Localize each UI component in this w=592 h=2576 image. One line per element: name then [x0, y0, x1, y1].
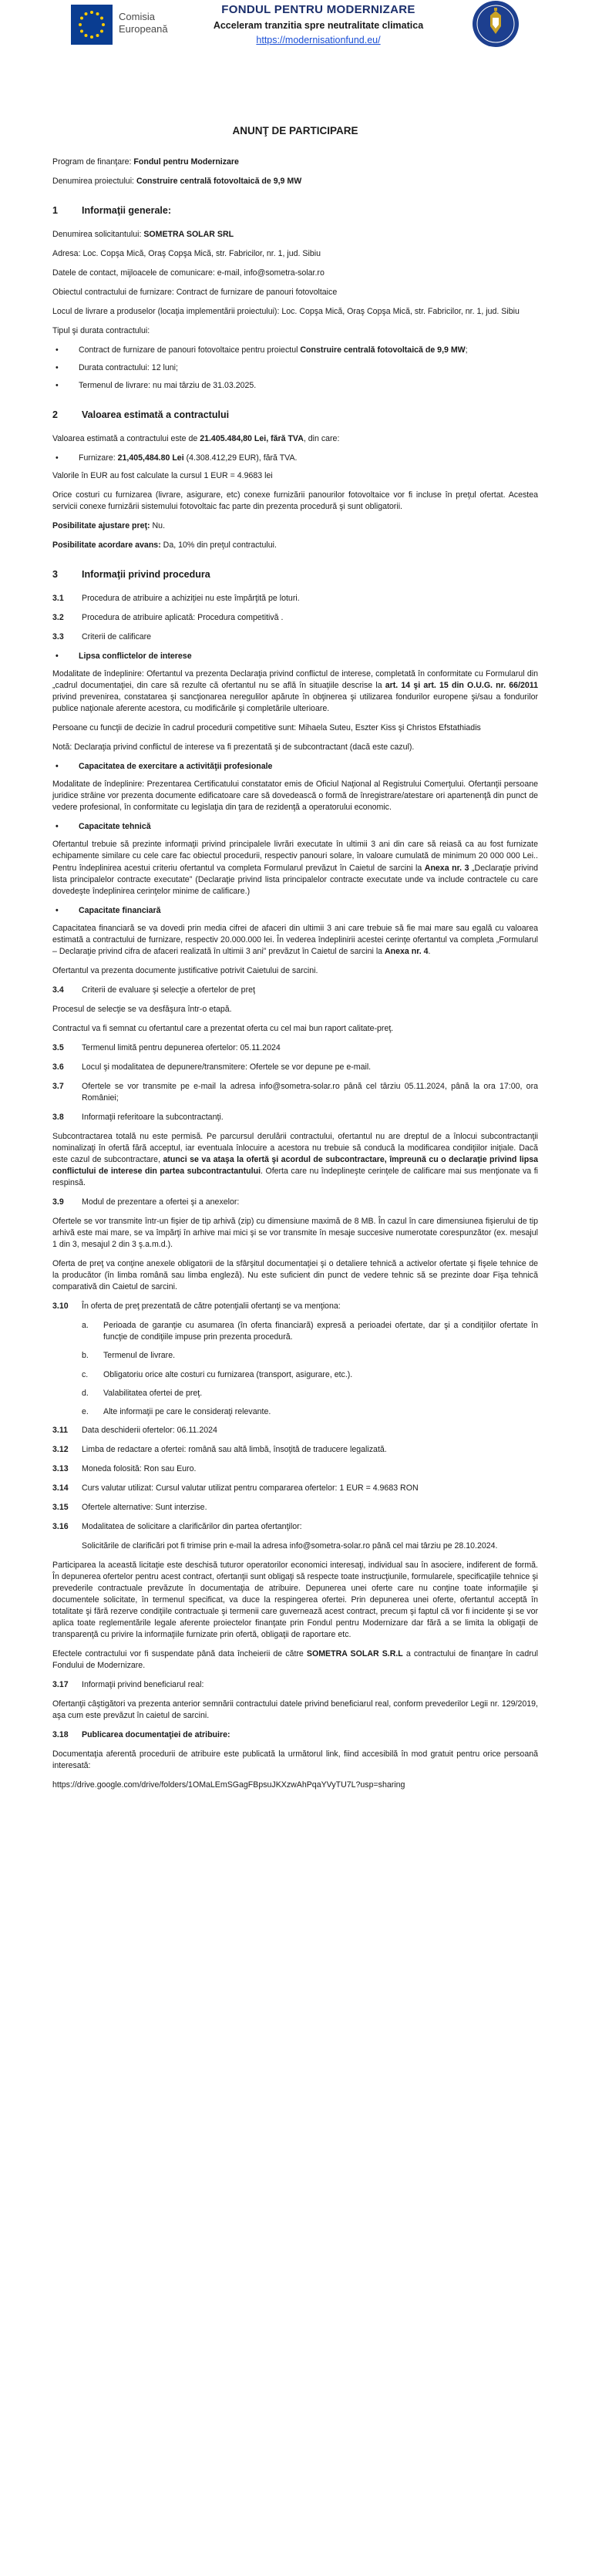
conflict-note: Notă: Declaraţia privind conflictul de interese va fi prezentată şi de subcontractant (dacă este cazul). — [52, 742, 415, 753]
suspension-paragraph — [52, 1648, 538, 1672]
solicitant-value: SOMETRA SOLAR SRL — [143, 229, 234, 239]
subsection-3-17 — [52, 1679, 538, 1691]
subsection-number: 3.8 — [52, 1112, 64, 1122]
project-label: Denumirea proiectului: — [52, 177, 136, 187]
bullet-icon: • — [56, 345, 59, 355]
heading-text: Capacitate financiară — [79, 905, 161, 915]
subsection-number: 3.6 — [52, 1062, 64, 1072]
text-run: Furnizare: — [79, 453, 118, 463]
bullet-icon: • — [56, 363, 59, 373]
list-item — [52, 362, 538, 374]
capacity-heading — [52, 761, 538, 773]
subsection-text: În oferta de preţ prezentată de către potenţialii ofertanţi se va menţiona: — [82, 1301, 341, 1312]
text-run: Nu. — [150, 521, 166, 531]
exchange-rate-line: Valorile în EUR au fost calculate la cursul 1 EUR = 4.9683 lei — [52, 471, 273, 481]
list-text: Alte informaţii pe care le consideraţi relevante. — [103, 1406, 271, 1416]
text-run: SOMETRA SOLAR S.R.L — [306, 1649, 403, 1659]
heading-text: Capacitate tehnică — [79, 822, 151, 832]
conflict-heading — [52, 651, 538, 662]
subsection-number: 3.5 — [52, 1042, 64, 1052]
subsection-3-7 — [52, 1081, 538, 1104]
price-adjust-line — [52, 520, 538, 532]
subsection-text: Termenul limită pentru depunerea ofertelor: 05.11.2024 — [82, 1042, 281, 1052]
fund-website-link[interactable]: https://modernisationfund.eu/ — [256, 35, 381, 46]
list-marker: d. — [82, 1388, 89, 1398]
subsection-text: Locul şi modalitatea de depunere/transmitere: Ofertele se vor depune pe e-mail. — [82, 1062, 372, 1072]
text-run: (4.308.412,29 EUR), fără TVA. — [183, 453, 298, 463]
subsection-text: Data deschiderii ofertelor: 06.11.2024 — [82, 1425, 217, 1435]
subsection-3-13 — [52, 1463, 538, 1475]
subsection-number: 3.7 — [52, 1081, 64, 1091]
supply-value: 21,405,484.80 Lei — [117, 453, 184, 463]
subsection-number: 3.12 — [52, 1444, 69, 1454]
subsection-3-12 — [52, 1444, 538, 1456]
text-run: Efectele contractului vor fi suspendate până data încheierii de către — [52, 1649, 307, 1659]
subsection-number: 3.11 — [52, 1425, 69, 1435]
subsection-number: 3.16 — [52, 1521, 69, 1531]
bullet-icon: • — [56, 905, 59, 915]
subsection-3-5 — [52, 1042, 538, 1054]
offer-archive-paragraph: Ofertele se vor transmite într-un fişier de tip arhivă (zip) cu dimensiune maximă de 8 MB. În cazul în care dimensiunea fişierului de tip arhivă este mai mare, se va împărţi în arhive mai mici şi se vor transmite în mesaje succesive numerotate corespunzător (ex. mesajul 1 din 3, mesajul 2 din 3 ş.a.m.d.). — [52, 1217, 538, 1250]
section-1-heading — [52, 204, 538, 218]
section-title: Informaţii privind procedura — [82, 569, 210, 581]
subsection-text: Criterii de evaluare şi selecţie a ofertelor de preţ — [82, 985, 255, 995]
section-2-heading — [52, 409, 538, 423]
solicitant-line — [52, 229, 538, 241]
subsection-3-8 — [52, 1112, 538, 1123]
address-line: Adresa: Loc. Copşa Mică, Oraş Copşa Mică, str. Fabricilor, nr. 1, jud. Sibiu — [52, 249, 321, 258]
selection-paragraph: Procesul de selecţie se va desfăşura într-o etapă. — [52, 1004, 232, 1014]
documentation-link[interactable]: https://drive.google.com/drive/folders/1OMaLEmSGagFBpsuJKXzwAhPqaYVyTU7L?usp=sharing — [52, 1780, 405, 1790]
costs-paragraph: Orice costuri cu furnizarea (livrare, asigurare, etc) conexe furnizării panourilor fotovoltaice vor fi incluse în preţul ofertat. Acestea servicii conexe furnizării sistemului fotovoltaic fac parte din prezenta procedură şi sunt obligatorii. — [52, 490, 538, 512]
contract-signing-paragraph: Contractul va fi semnat cu ofertantul care a prezentat oferta cu cel mai bun raport calitate-preţ. — [52, 1023, 394, 1033]
section-number: 2 — [52, 409, 58, 421]
text-run: , din care: — [303, 434, 340, 443]
subsection-3-10 — [52, 1301, 538, 1312]
text-run: Da, 10% din preţul contractului. — [160, 540, 277, 551]
financial-heading — [52, 905, 538, 917]
subsection-3-9 — [52, 1197, 538, 1208]
subcontracting-paragraph — [52, 1131, 538, 1189]
conflict-paragraph — [52, 668, 538, 715]
list-item — [52, 453, 538, 464]
list-item — [52, 1406, 538, 1418]
bullet-icon: • — [56, 762, 59, 772]
subsection-text: Limba de redactare a ofertei: română sau altă limbă, însoţită de traducere legalizată. — [82, 1444, 387, 1454]
subsection-text: Informaţii referitoare la subcontractanţi. — [82, 1112, 224, 1122]
subsection-text: Modalitatea de solicitare a clarificărilor din partea ofertanţilor: — [82, 1521, 302, 1531]
document-title: ANUNŢ DE PARTICIPARE — [232, 125, 358, 136]
bullet-tail: ; — [465, 345, 468, 355]
section-title: Valoarea estimată a contractului — [82, 409, 230, 421]
header-center — [191, 2, 446, 48]
contract-type-line: Tipul şi durata contractului: — [52, 326, 150, 336]
subsection-3-6 — [52, 1062, 538, 1073]
eu-flag-icon — [71, 5, 113, 45]
subsection-text: Modul de prezentare a ofertei şi a anexelor: — [82, 1197, 240, 1207]
text-run: Posibilitate ajustare preţ: — [52, 521, 150, 531]
section-3-heading — [52, 568, 538, 582]
list-item — [52, 1388, 538, 1399]
subsection-number: 3.17 — [52, 1680, 69, 1690]
subsection-number: 3.10 — [52, 1301, 69, 1312]
list-text: Valabilitatea ofertei de preţ. — [103, 1388, 203, 1398]
subsection-number: 3.14 — [52, 1483, 69, 1493]
text-run: a contractului de finanţare în cadrul Fondului de Modernizare. — [52, 1649, 538, 1671]
bullet-text: Termenul de livrare: nu mai târziu de 31.03.2025. — [79, 381, 257, 391]
list-marker: b. — [82, 1351, 89, 1361]
text-run: Ofertantul trebuie să prezinte informaţii privind principalele livrări executate în ultimii 3 ani din care să reiasă ca au fost furnizate echipamente similare cu cele care fac obiectul procedurii, respectiv panouri solare, în valoare cumulată de minimum 20 000 000 Lei.. Pentru îndeplinirea acestui criteriu ofertantul va completa Formularul prevăzut în Caietul de sarcini la — [52, 840, 538, 873]
text-run: . — [428, 946, 431, 956]
subsection-text: Curs valutar utilizat: Cursul valutar utilizat pentru compararea ofertelor: 1 EUR = 4.9683 RON — [82, 1483, 419, 1493]
bullet-icon: • — [56, 822, 59, 832]
list-text: Termenul de livrare. — [103, 1351, 176, 1361]
program-line — [52, 157, 538, 168]
subsection-text: Ofertele alternative: Sunt interzise. — [82, 1502, 207, 1512]
bullet-text: Contract de furnizare de panouri fotovoltaice pentru proiectul — [79, 345, 301, 355]
list-item — [52, 1350, 538, 1362]
financial-docs-paragraph: Ofertantul va prezenta documente justificative potrivit Caietului de sarcini. — [52, 965, 318, 975]
text-run: Capacitatea financiară se va dovedi prin media cifrei de afaceri din ultimii 3 ani care trebuie să fie mai mare sau egală cu valoarea estimată a contractului de furnizare, respectiv 20.000.000 lei. În vederea îndeplinirii acestei cerinţe ofertantul va completa „Formularul – Declaraţie privind cifra de afaceri realizată în ultimii 3 ani” prevăzut în Caietul de sarcini la — [52, 923, 538, 956]
subsection-number: 3.1 — [52, 593, 64, 603]
clarifications-paragraph: Solicitările de clarificări pot fi trimise prin e-mail la adresa info@sometra-solar.ro până cel mai târziu pe 28.10.2024. — [82, 1541, 498, 1551]
text-run: privind prevenirea, constatarea şi sancţionarea neregulilor apărute în obţinerea şi utilizarea fondurilor europene şi/sau a fondurilor publice naţionale aferente acestora, cu modificările şi completările ulterioare. — [52, 692, 538, 714]
heading-text: Lipsa conflictelor de interese — [79, 652, 192, 662]
subsection-number: 3.18 — [52, 1730, 69, 1740]
subsection-3-2 — [52, 612, 538, 624]
subsection-text: Procedura de atribuire aplicată: Procedura competitivă . — [82, 613, 284, 622]
text-run: . Oferta care nu îndeplineşte cerinţele de calificare mai sus menţionate va fi respinsă. — [52, 1167, 538, 1188]
european-commission-logo — [71, 3, 187, 46]
list-item — [52, 345, 538, 356]
estimated-value: 21.405.484,80 Lei, fără TVA — [200, 434, 304, 443]
section-number: 1 — [52, 205, 58, 217]
subsection-3-16 — [52, 1521, 538, 1533]
text-run: art. 14 şi art. 15 din O.U.G. nr. 66/2011 — [385, 681, 538, 691]
bullet-text: Durata contractului: 12 luni; — [79, 363, 178, 373]
subsection-text: Procedura de atribuire a achiziţiei nu este împărţită pe loturi. — [82, 593, 300, 603]
list-item — [52, 1369, 538, 1381]
list-marker: c. — [82, 1369, 89, 1379]
text-run: Valoarea estimată a contractului este de — [52, 434, 200, 443]
section-title: Informaţii generale: — [82, 205, 171, 217]
text-run: Posibilitate acordare avans: — [52, 540, 161, 551]
program-value: Fondul pentru Modernizare — [133, 157, 239, 167]
list-item — [52, 380, 538, 392]
bullet-icon: • — [56, 381, 59, 391]
subsection-3-18 — [52, 1729, 538, 1741]
text-run: Anexa nr. 4 — [385, 946, 429, 956]
subsection-3-3 — [52, 631, 538, 643]
subsection-3-15 — [52, 1502, 538, 1514]
subsection-text: Ofertele se vor transmite pe e-mail la adresa info@sometra-solar.ro până cel târziu 05.11.2024, până la ora 17:00, ora României; — [82, 1081, 538, 1103]
advance-line — [52, 540, 538, 551]
list-item — [52, 1320, 538, 1343]
subsection-3-4 — [52, 985, 538, 996]
program-label: Program de finanţare: — [52, 157, 134, 167]
delivery-location-line: Locul de livrare a produselor (locaţia implementării proiectului): Loc. Copşa Mică, Oraş Copşa Mică, str. Fabricilor, nr. 1, jud. Sibiu — [52, 307, 520, 317]
contact-line: Datele de contact, mijloacele de comunicare: e-mail, info@sometra-solar.ro — [52, 268, 325, 278]
eu-name-line-2: Europeană — [119, 23, 168, 35]
subsection-number: 3.2 — [52, 613, 64, 622]
subsection-number: 3.15 — [52, 1502, 69, 1512]
list-text: Perioada de garanţie cu asumarea (în oferta financiară) expresă a perioadei ofertate, dar şi a condiţiilor ofertate în funcţie de condiţiile impuse prin prezenta procedură. — [103, 1321, 538, 1342]
section-number: 3 — [52, 569, 58, 581]
subsection-text: Criterii de calificare — [82, 632, 152, 642]
text-run: Modalitate de îndeplinire: Ofertantul va prezenta Declaraţia privind conflictul de interese, completată în conformitate cu Formularul din „cadrul documentaţiei, din care să rezulte că ofertantul nu se află în situaţiile descrise la — [52, 669, 538, 691]
fund-subtitle: Acceleram tranzitia spre neutralitate climatica — [213, 20, 424, 32]
list-marker: e. — [82, 1406, 89, 1416]
technical-heading — [52, 821, 538, 833]
subsection-text: Informaţii privind beneficiarul real: — [82, 1680, 204, 1690]
list-marker: a. — [82, 1321, 89, 1331]
bullet-bold: Construire centrală fotovoltaică de 9,9 MW — [300, 345, 466, 355]
page-header — [52, 0, 538, 68]
text-run: atunci se va ataşa la ofertă şi acordul de subcontractare, împreună cu o declaraţie privind lipsa conflictului de interese din partea subcontractantului — [52, 1155, 538, 1177]
eu-name — [119, 11, 168, 36]
text-run: „Declaraţie privind lista principalelor contracte executate” (Declaraţie privind lista principalelor contracte executate unde va include contractele cu care dovedeşte îndeplinirea cerinţelor minime de calificare.) — [52, 863, 538, 896]
text-run: Subcontractarea totală nu este permisă. Pe parcursul derulării contractului, ofertantul nu are dreptul de a înlocui subcontractanţii nominalizaţi în ofertă fără acceptul, iar eventuala înlocuire a acestora nu trebuie să conducă la modificarea condiţiilor iniţiale. Dacă este cazul de subcontractare, — [52, 1132, 538, 1165]
subsection-text: Moneda folosită: Ron sau Euro. — [82, 1463, 197, 1473]
subsection-3-14 — [52, 1483, 538, 1494]
list-text: Obligatoriu orice alte costuri cu furnizarea (transport, asigurare, etc.). — [103, 1369, 353, 1379]
project-value: Construire centrală fotovoltaică de 9,9 MW — [136, 177, 302, 187]
beneficiary-paragraph: Ofertanţii câştigători va prezenta anterior semnării contractului datele privind beneficiarul real, conform prevederilor Legii nr. 129/2019, aşa cum este prevăzut în caietul de sarcini. — [52, 1699, 538, 1721]
financial-paragraph — [52, 923, 538, 958]
heading-text: Capacitatea de exercitare a activităţii profesionale — [79, 762, 273, 772]
decision-persons-paragraph: Persoane cu funcţii de decizie în cadrul procedurii competitive sunt: Mihaela Suteu, Eszter Kiss şi Christos Efstathiadis — [52, 723, 481, 733]
bullet-icon: • — [56, 652, 59, 662]
subsection-number: 3.9 — [52, 1197, 64, 1207]
project-line — [52, 176, 538, 187]
romania-coat-of-arms-icon — [472, 0, 520, 48]
publication-paragraph: Documentaţia aferentă procedurii de atribuire este publicată la următorul link, fiind accesibilă în mod gratuit pentru orice persoană interesată: — [52, 1749, 538, 1771]
technical-paragraph — [52, 839, 538, 897]
estimated-value-line — [52, 433, 538, 445]
text-run: Anexa nr. 3 — [424, 863, 469, 873]
offer-annex-paragraph: Oferta de preţ va conţine anexele obligatorii de la sfârşitul documentaţiei şi o detaliere tehnică a activelor ofertate şi fişele tehnice de la producător (în limba română sau limba engleză). Nu este suficient din punct de vedere tehnic să se prezinte doar Fişa tehnică comparativă din Caietul de sarcini. — [52, 1259, 538, 1292]
object-line: Obiectul contractului de furnizare: Contract de furnizare de panouri fotovoltaice — [52, 288, 338, 298]
eu-name-line-1: Comisia — [119, 11, 155, 22]
subsection-3-11 — [52, 1425, 538, 1436]
capacity-paragraph: Modalitate de îndeplinire: Prezentarea Certificatului constatator emis de Oficiul Naţional al Registrului Comerţului. Ofertanţii persoane juridice străine vor prezenta documente edificatoare care să dovedească o formă de înregistrare/atestare ori apartenenţă din punct de vedere profesional, în conformitate cu legislaţia din ţara de rezidenţă a operatorului economic. — [52, 780, 538, 813]
subsection-3-1 — [52, 593, 538, 604]
participation-paragraph: Participarea la această licitaţie este deschisă tuturor operatorilor economici interesaţi, individual sau în asociere, indiferent de formă. În depunerea ofertelor pentru acest contract, ofertanţii sunt obligaţi să respecte toate instrucţiunile, formularele, specificaţiile tehnice şi prevederile contractuale prevăzute în documentaţia de atribuire. Depunerea unei oferte care nu conţine toate informaţiile şi documentele solicitate, în termenul specificat, va duce la respingerea ofertei. Prin depunerea unei oferte, ofertantul acceptă în totalitate şi fără rezerve condiţiile contractuale şi termenii care guvernează acest contract, precum şi faptul că vor fi incidente şi se vor aplica toate reglementările legale aferente proiectelor finanţate prin Fondul pentru Modernizare dar fără a se limita la obligaţii de transparenţă cu privire la informaţiile furnizate prin ofertă, obligaţii de raportare etc. — [52, 1560, 538, 1639]
subsection-number: 3.13 — [52, 1463, 69, 1473]
fund-title: FONDUL PENTRU MODERNIZARE — [221, 3, 415, 16]
bullet-icon: • — [56, 453, 59, 463]
subsection-number: 3.3 — [52, 632, 64, 642]
solicitant-label: Denumirea solicitantului: — [52, 229, 144, 239]
subsection-text: Publicarea documentaţiei de atribuire: — [82, 1730, 230, 1740]
subsection-number: 3.4 — [52, 985, 64, 995]
